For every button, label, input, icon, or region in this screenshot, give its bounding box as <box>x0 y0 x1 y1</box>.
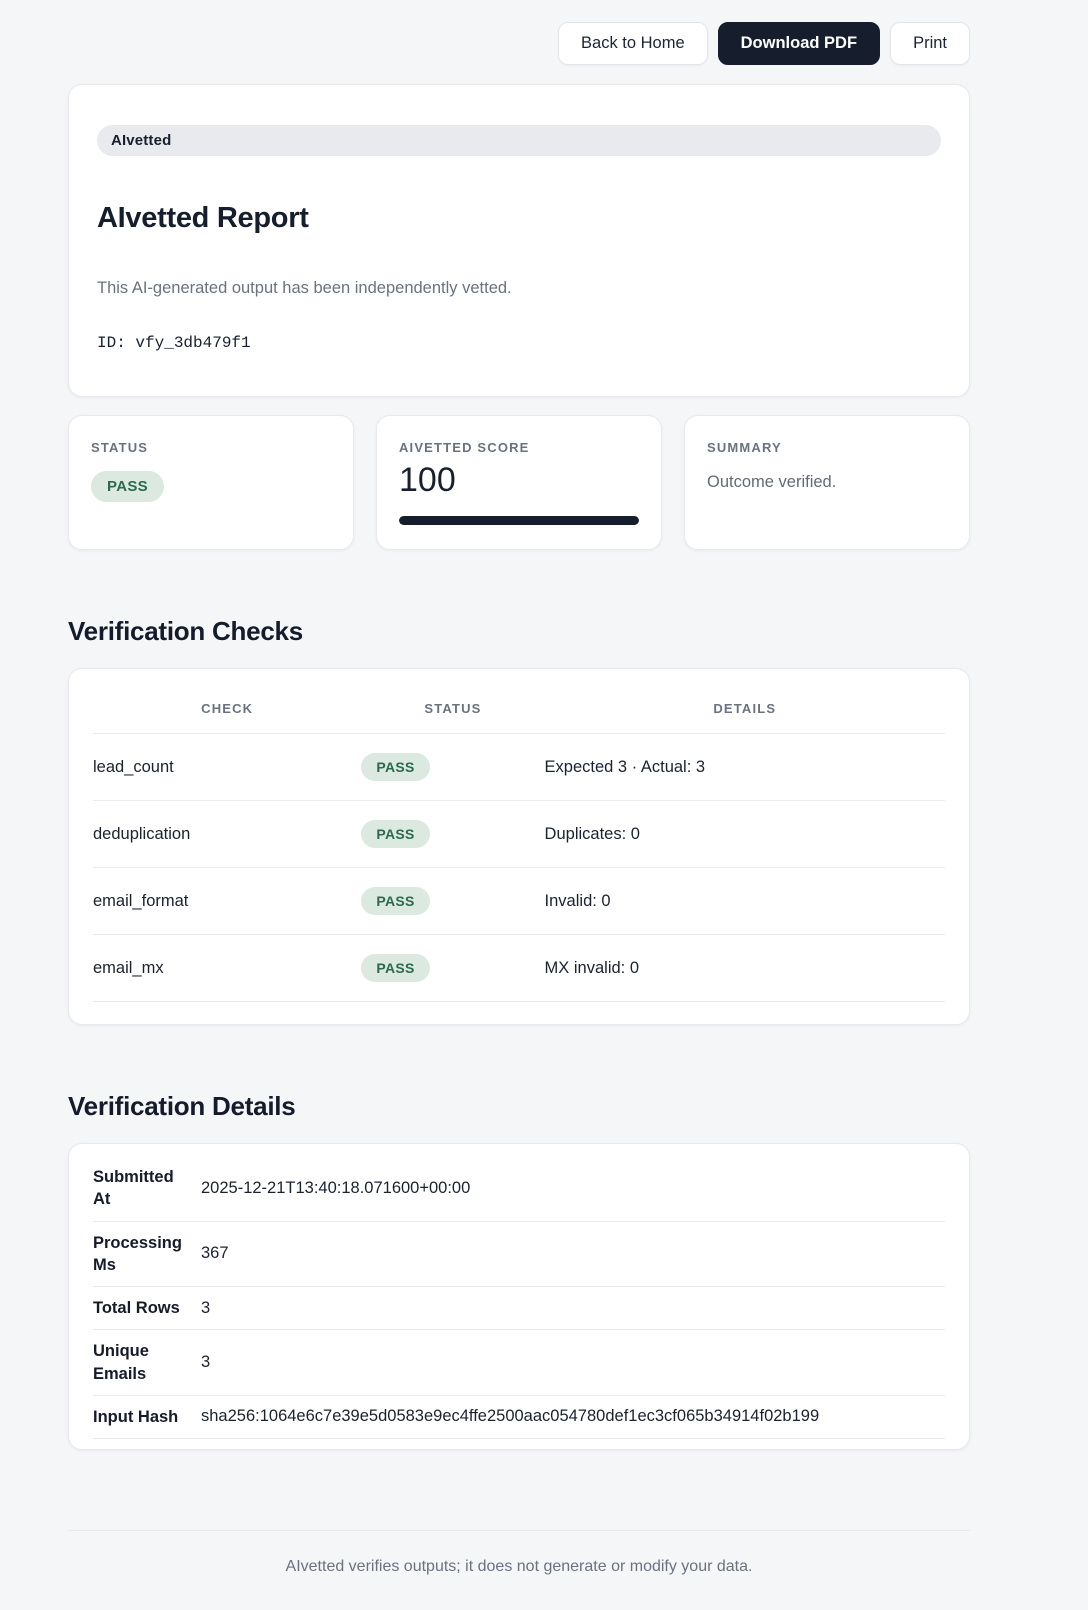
detail-value: 2025-12-21T13:40:18.071600+00:00 <box>201 1178 471 1197</box>
checks-card <box>68 668 970 1025</box>
checks-table-header <box>93 685 945 734</box>
check-status-cell <box>361 801 544 868</box>
brand-pill <box>97 125 941 156</box>
check-status-badge: PASS <box>361 753 429 781</box>
column-header-check: CHECK <box>201 701 254 716</box>
detail-value: 3 <box>201 1353 211 1372</box>
score-value: 100 <box>399 461 456 499</box>
check-name: lead_count <box>93 734 361 801</box>
checks-table-body <box>93 734 945 1002</box>
footer-note: AIvetted verifies outputs; it does not generate or modify your data. <box>285 1558 753 1576</box>
detail-label: Processing Ms <box>93 1233 182 1274</box>
check-name: deduplication <box>93 801 361 868</box>
detail-label: Total Rows <box>93 1299 180 1318</box>
summary-card <box>684 415 970 550</box>
table-row <box>93 935 945 1002</box>
check-status-badge: PASS <box>361 887 429 915</box>
summary-text: Outcome verified. <box>707 473 837 491</box>
verification-id: ID: vfy_3db479f1 <box>97 334 251 352</box>
page-title: AIvetted Report <box>97 202 309 234</box>
report-description: This AI-generated output has been independently vetted. <box>97 279 512 297</box>
table-row <box>93 868 945 935</box>
report-header-card <box>68 84 970 397</box>
status-card-label: STATUS <box>91 440 149 455</box>
score-card-label: AIVETTED SCORE <box>399 440 530 455</box>
check-status-badge: PASS <box>361 954 429 982</box>
checks-table <box>93 685 945 1002</box>
check-name: email_mx <box>93 935 361 1002</box>
score-progress-fill <box>399 516 639 525</box>
download-pdf-button[interactable]: Download PDF <box>718 22 880 65</box>
check-details: Expected 3 · Actual: 3 <box>545 734 945 801</box>
check-name: email_format <box>93 868 361 935</box>
footer-divider <box>68 1530 970 1531</box>
detail-label: Submitted At <box>93 1168 174 1209</box>
summary-card-label: SUMMARY <box>707 440 782 455</box>
back-to-home-button[interactable]: Back to Home <box>558 22 708 65</box>
table-row <box>93 734 945 801</box>
detail-row <box>93 1222 945 1288</box>
detail-value: 3 <box>201 1298 211 1317</box>
column-header-status: STATUS <box>424 701 482 716</box>
details-card <box>68 1143 970 1450</box>
check-status-cell <box>361 868 544 935</box>
score-card <box>376 415 662 550</box>
score-progress-track <box>399 516 639 525</box>
detail-row <box>93 1330 945 1396</box>
checks-section-title: Verification Checks <box>68 616 303 646</box>
detail-row <box>93 1287 945 1330</box>
check-details: Invalid: 0 <box>545 868 945 935</box>
status-card <box>68 415 354 550</box>
status-badge: PASS <box>91 471 164 502</box>
detail-value: 367 <box>201 1244 229 1263</box>
print-button[interactable]: Print <box>890 22 970 65</box>
check-status-cell <box>361 734 544 801</box>
detail-value: sha256:1064e6c7e39e5d0583e9ec4ffe2500aac054780def1ec3cf065b34914f02b199 <box>201 1407 820 1426</box>
report-page <box>68 0 970 1610</box>
brand-name: AIvetted <box>111 132 172 149</box>
detail-row <box>93 1156 945 1222</box>
check-details: MX invalid: 0 <box>545 935 945 1002</box>
detail-label: Input Hash <box>93 1407 179 1426</box>
details-section-title: Verification Details <box>68 1091 296 1121</box>
check-status-cell <box>361 935 544 1002</box>
check-details: Duplicates: 0 <box>545 801 945 868</box>
detail-label: Unique Emails <box>93 1342 149 1383</box>
toolbar <box>68 22 970 65</box>
check-status-badge: PASS <box>361 820 429 848</box>
summary-cards-row <box>68 415 970 550</box>
table-row <box>93 801 945 868</box>
detail-row <box>93 1396 945 1439</box>
column-header-details: DETAILS <box>713 701 777 716</box>
